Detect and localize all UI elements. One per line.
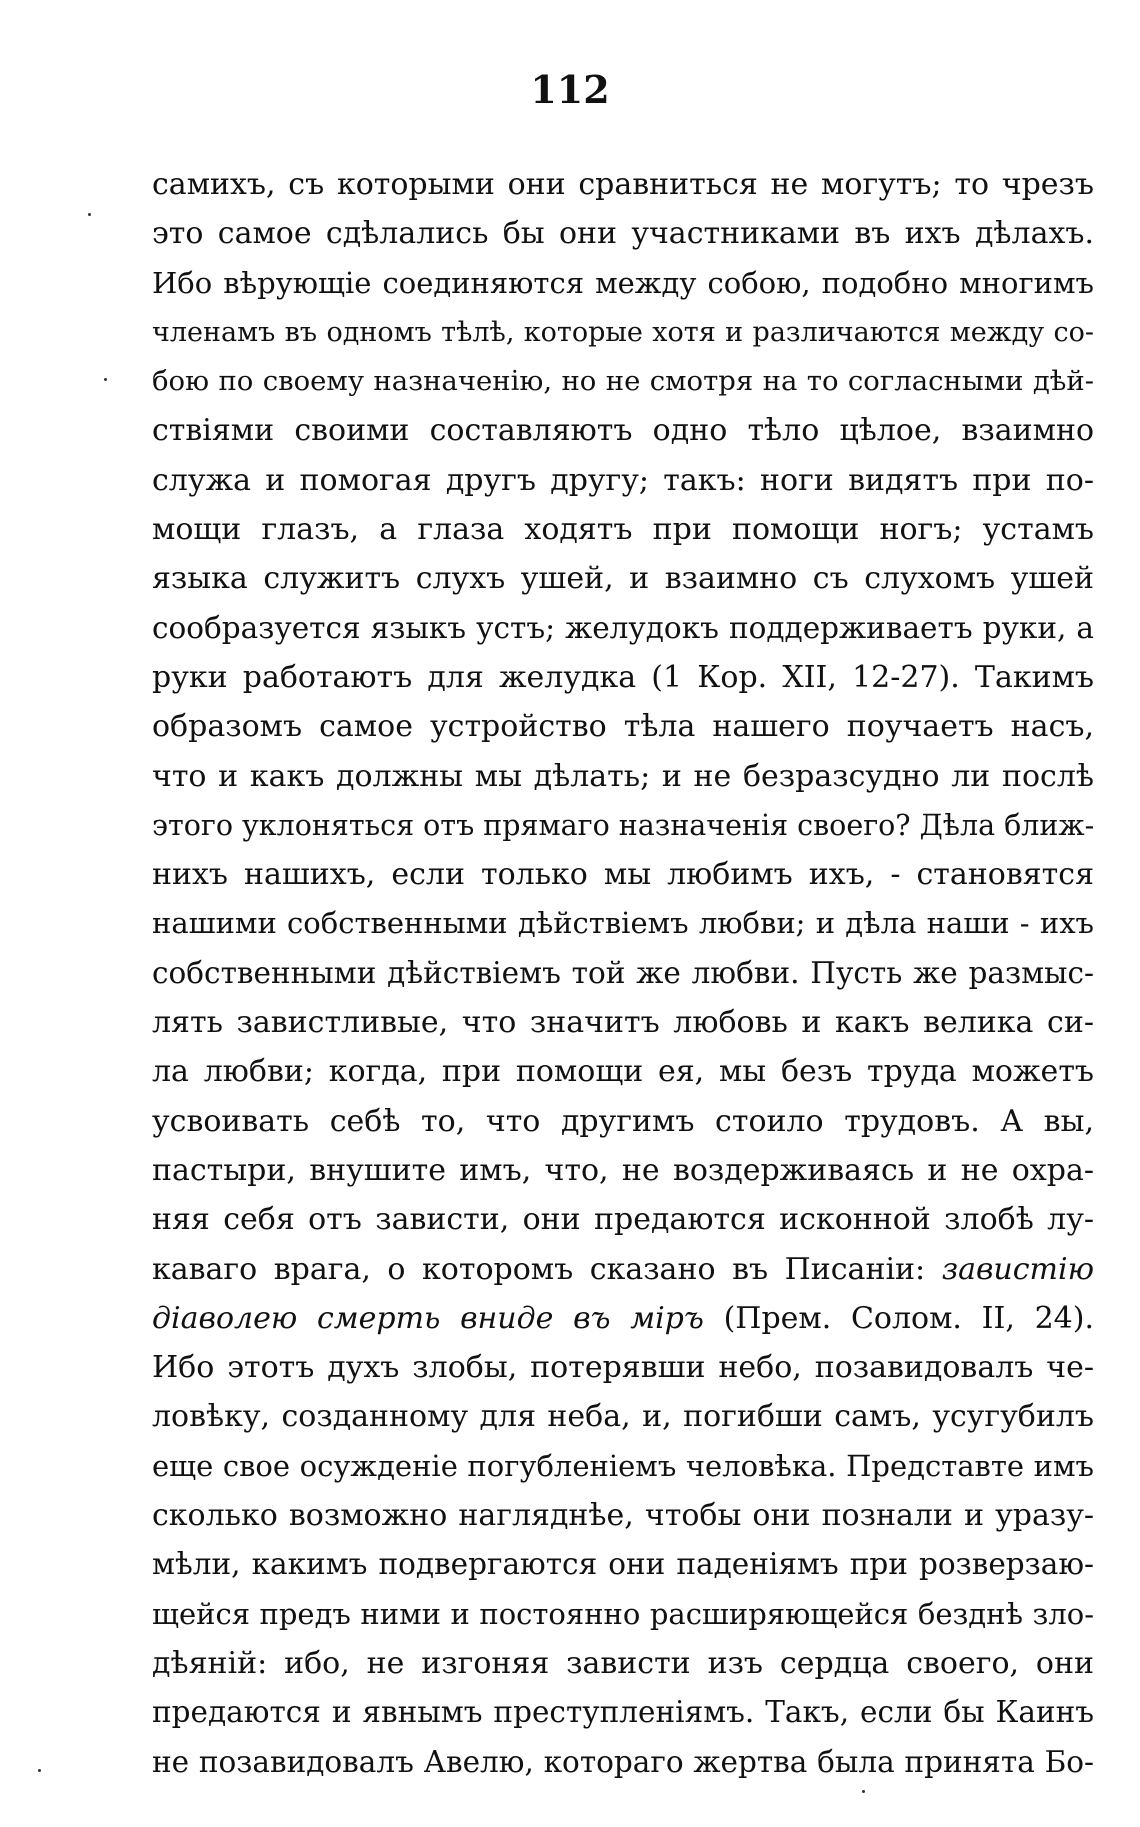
text-run: Ибо этотъ духъ злобы, потерявши небо, позавидовалъ че- <box>152 1350 1094 1386</box>
text-line <box>152 752 1094 801</box>
margin-speck <box>104 378 107 381</box>
text-run: руки работаютъ для желудка (1 Кор. XII, 12-27). Такимъ <box>152 659 1094 695</box>
text-run: ствіями своими составляютъ одно тѣло цѣлое, взаимно <box>152 413 1094 449</box>
text-line <box>152 1491 1094 1540</box>
text-line <box>152 1245 1094 1294</box>
text-run: бою по своему назначенію, но не смотря на то согласными дѣй- <box>152 365 1094 398</box>
text-run: образомъ самое устройство тѣла нашего поучаетъ насъ, <box>152 709 1094 745</box>
margin-speck <box>88 213 91 216</box>
text-line <box>152 456 1094 505</box>
text-run: лять завистливые, что значитъ любовь и какъ велика си- <box>152 1005 1094 1041</box>
page-number: 112 <box>530 67 610 112</box>
text-run: не позавидовалъ Авелю, котораго жертва была принята Бо- <box>152 1744 1094 1779</box>
text-line <box>152 949 1094 998</box>
text-run: нашими собственными дѣйствіемъ любви; и дѣла наши - ихъ <box>152 906 1094 941</box>
text-run: ла любви; когда, при помощи ея, мы безъ труда можетъ <box>152 1054 1094 1090</box>
text-run: щейся предъ ними и постоянно расширяющейся безднѣ зло- <box>152 1596 1094 1631</box>
text-line <box>152 653 1094 702</box>
text-run: (Прем. Солом. II, 24). <box>703 1300 1094 1336</box>
text-line <box>152 1639 1094 1688</box>
text-line <box>152 406 1094 455</box>
margin-speck <box>862 1790 865 1793</box>
text-line <box>152 1097 1094 1146</box>
text-run: ловѣку, созданному для неба, и, погибши самъ, усугубилъ <box>152 1399 1094 1435</box>
text-line <box>152 1146 1094 1195</box>
text-line <box>152 1540 1094 1589</box>
text-run: каваго врага, о которомъ сказано въ Писаніи: <box>152 1251 942 1287</box>
text-line <box>152 308 1094 357</box>
text-line <box>152 1392 1094 1441</box>
text-line <box>152 160 1094 209</box>
text-run: мощи глазъ, а глаза ходятъ при помощи ногъ; устамъ <box>152 512 1094 548</box>
text-run: предаются и явнымъ преступленіямъ. Такъ, если бы Каинъ <box>152 1695 1094 1730</box>
body-text <box>152 160 1094 1787</box>
text-line <box>152 1047 1094 1096</box>
text-run: этого уклоняться отъ прямаго назначенія своего? Дѣла ближ- <box>152 808 1094 842</box>
text-run: это самое сдѣлались бы они участниками въ ихъ дѣлахъ. <box>152 216 1094 252</box>
text-line <box>152 1294 1094 1343</box>
text-run: сколько возможно нагляднѣе, чтобы они познали и уразу- <box>152 1498 1094 1534</box>
text-line <box>152 1590 1094 1639</box>
text-line <box>152 1442 1094 1491</box>
text-line <box>152 259 1094 308</box>
italic-quote: діаволею смерть вниде въ міръ <box>152 1300 704 1336</box>
text-run: самихъ, съ которыми они сравниться не могутъ; то чрезъ <box>152 167 1094 202</box>
text-line <box>152 1738 1094 1787</box>
text-run: усвоивать себѣ то, что другимъ стоило трудовъ. А вы, <box>152 1103 1094 1139</box>
italic-quote: завистію <box>941 1251 1094 1287</box>
margin-speck <box>38 1769 41 1772</box>
text-run: Ибо вѣрующіе соединяются между собою, подобно многимъ <box>152 265 1094 300</box>
text-line <box>152 1688 1094 1737</box>
text-run: сообразуется языкъ устъ; желудокъ поддерживаетъ руки, а <box>152 610 1094 645</box>
text-line <box>152 357 1094 406</box>
text-run: няя себя отъ зависти, они предаются исконной злобѣ лу- <box>152 1202 1094 1238</box>
text-run: еще свое осужденіе погубленіемъ человѣка. Представте имъ <box>152 1448 1094 1483</box>
text-line <box>152 554 1094 603</box>
text-line <box>152 604 1094 653</box>
text-line <box>152 899 1094 948</box>
text-run: языка служитъ слухъ ушей, и взаимно съ слухомъ ушей <box>152 561 1094 597</box>
text-run: членамъ въ одномъ тѣлѣ, которые хотя и различаются между со- <box>152 316 1094 348</box>
text-run: что и какъ должны мы дѣлать; и не безразсудно ли послѣ <box>152 758 1094 794</box>
text-line <box>152 801 1094 850</box>
text-run: пастыри, внушите имъ, что, не воздерживаясь и не охра- <box>152 1152 1094 1188</box>
text-run: мѣли, какимъ подвергаются они паденіямъ при розверзаю- <box>152 1547 1094 1582</box>
text-line <box>152 850 1094 899</box>
text-run: нихъ нашихъ, если только мы любимъ ихъ, - становятся <box>152 857 1094 893</box>
text-line <box>152 209 1094 258</box>
text-run: собственными дѣйствіемъ той же любви. Пусть же размыс- <box>152 955 1094 990</box>
text-run: дѣяній: ибо, не изгоняя зависти изъ сердца своего, они <box>152 1645 1094 1681</box>
text-line <box>152 505 1094 554</box>
text-line <box>152 998 1094 1047</box>
text-run: служа и помогая другъ другу; такъ: ноги видятъ при по- <box>152 462 1094 498</box>
text-line <box>152 1343 1094 1392</box>
text-line <box>152 1195 1094 1244</box>
text-line <box>152 702 1094 751</box>
